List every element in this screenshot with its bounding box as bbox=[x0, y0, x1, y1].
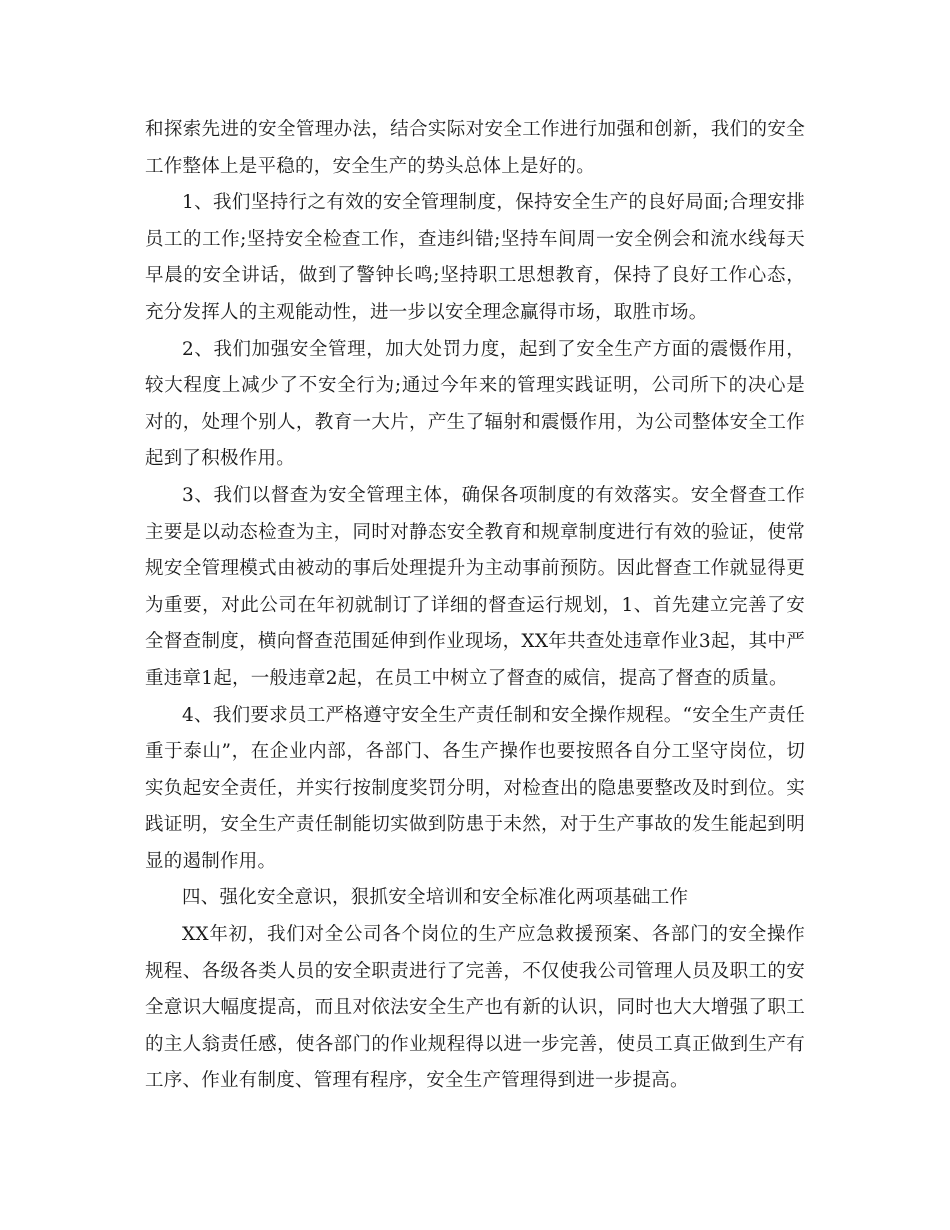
paragraph-item-2: 2、我们加强安全管理，加大处罚力度，起到了安全生产方面的震慑作用，较大程度上减少了不安全行为;通过今年来的管理实践证明，公司所下的决心是对的，处理个别人，教育一大片，产生了辐射和震慑作用，为公司整体安全工作起到了积极作用。 bbox=[145, 338, 805, 470]
section-heading-4: 四、强化安全意识，狠抓安全培训和安全标准化两项基础工作 bbox=[182, 887, 689, 909]
paragraph-continuation: 和探索先进的安全管理办法，结合实际对安全工作进行加强和创新，我们的安全工作整体上是平稳的，安全生产的势头总体上是好的。 bbox=[145, 119, 805, 177]
document-body bbox=[145, 112, 805, 1100]
paragraph-item-1: 1、我们坚持行之有效的安全管理制度，保持安全生产的良好局面;合理安排员工的工作;坚持安全检查工作，查违纠错;坚持车间周一安全例会和流水线每天早晨的安全讲话，做到了警钟长鸣;坚持职工思想教育，保持了良好工作心态，充分发挥人的主观能动性，进一步以安全理念赢得市场，取胜市场。 bbox=[145, 192, 805, 323]
paragraph-item-3: 3、我们以督查为安全管理主体，确保各项制度的有效落实。安全督查工作主要是以动态检查为主，同时对静态安全教育和规章制度进行有效的验证，使常规安全管理模式由被动的事后处理提升为主动事前预防。因此督查工作就显得更为重要，对此公司在年初就制订了详细的督查运行规划，1、首先建立完善了安全督查制度，横向督查范围延伸到作业现场，XX年共查处违章作业3起，其中严重违章1起，一般违章2起，在员工中树立了督查的威信，提高了督查的质量。 bbox=[145, 484, 805, 689]
paragraph-item-4: 4、我们要求员工严格遵守安全生产责任制和安全操作规程。“安全生产责任重于泰山”，在企业内部，各部门、各生产操作也要按照各自分工坚守岗位，切实负起安全责任，并实行按制度奖罚分明，对检查出的隐患要整改及时到位。实践证明，安全生产责任制能切实做到防患于未然，对于生产事故的发生能起到明显的遏制作用。 bbox=[145, 704, 805, 872]
paragraph-section-4-body: XX年初，我们对全公司各个岗位的生产应急救援预案、各部门的安全操作规程、各级各类人员的安全职责进行了完善，不仅使我公司管理人员及职工的安全意识大幅度提高，而且对依法安全生产也有新的认识，同时也大大增强了职工的主人翁责任感，使各部门的作业规程得以进一步完善，使员工真正做到生产有工序、作业有制度、管理有程序，安全生产管理得到进一步提高。 bbox=[145, 924, 805, 1092]
